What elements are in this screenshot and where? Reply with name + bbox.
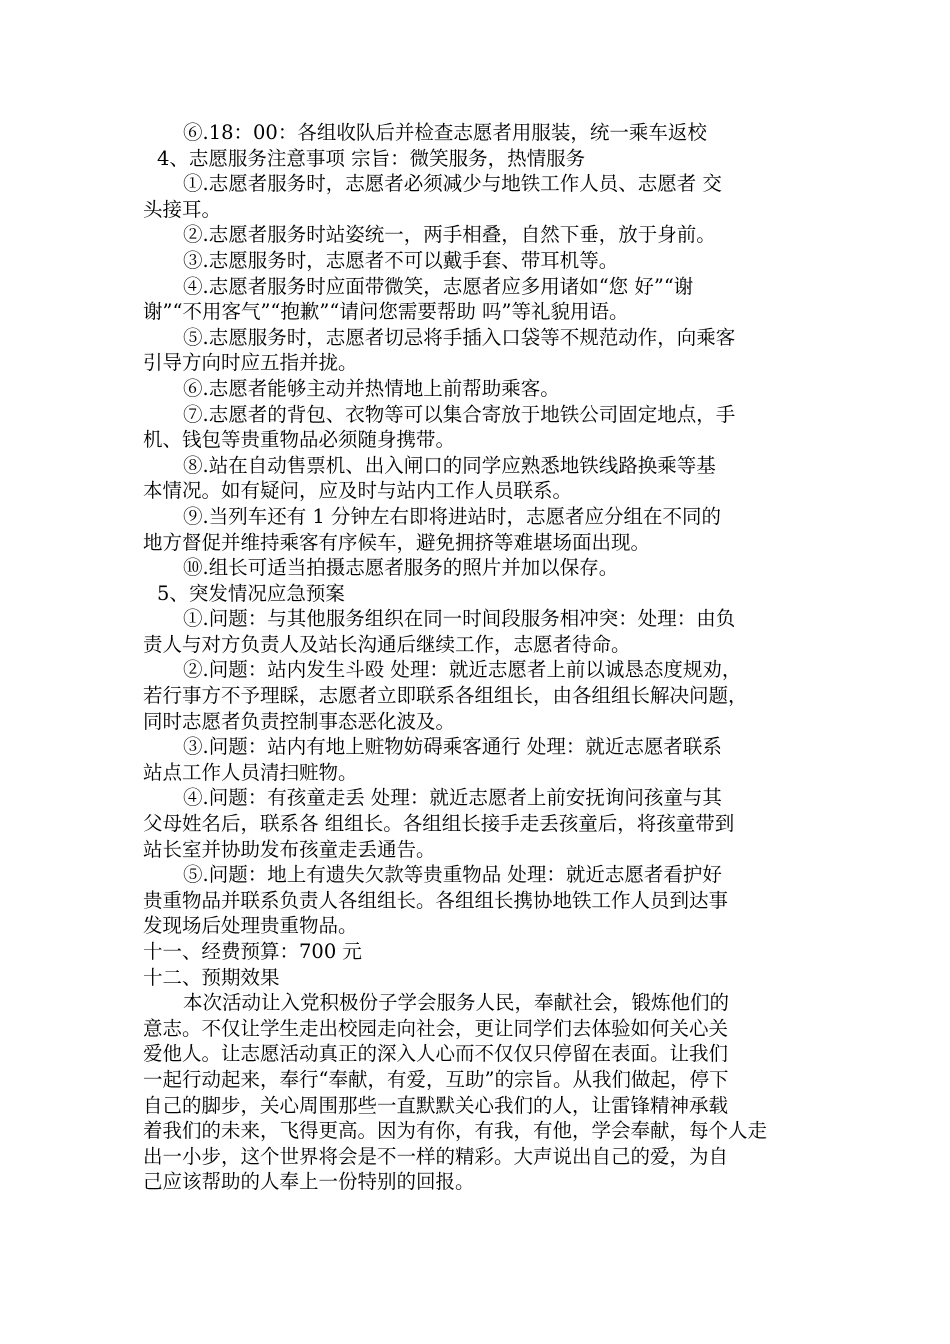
text-line: 一起行动起来，奉行“奉献，有爱，互助”的宗旨。从我们做起，停下 [143,1067,729,1091]
text-line: 着我们的未来，飞得更高。因为有你，有我，有他，学会奉献，每个人走 [143,1119,768,1143]
text-line: 本次活动让入党积极份子学会服务人民，奉献社会，锻炼他们的 [183,991,730,1015]
text-line: ⑦.志愿者的背包、衣物等可以集合寄放于地铁公司固定地点，手 [183,402,736,426]
text-line: ①.问题：与其他服务组织在同一时间段服务相冲突：处理：由负 [183,607,736,631]
text-line: 机、钱包等贵重物品必须随身携带。 [143,428,456,452]
text-line: 意志。不仅让学生走出校园走向社会，更让同学们去体验如何关心关 [143,1016,729,1040]
document-body [143,120,825,1195]
text-line: 引导方向时应五指并拢。 [143,351,358,375]
text-line: 头接耳。 [143,197,222,221]
text-line: ③.问题：站内有地上赃物妨碍乘客通行 处理：就近志愿者联系 [183,735,722,759]
text-line: 父母姓名后，联系各 组组长。各组组长接手走丢孩童后，将孩童带到 [143,812,735,836]
text-line: ①.志愿者服务时，志愿者必须减少与地铁工作人员、志愿者 交 [183,172,722,196]
text-line: 同时志愿者负责控制事态恶化波及。 [143,709,456,733]
text-line: 若行事方不予理睬，志愿者立即联系各组组长，由各组组长解决问题， [143,684,748,708]
text-line: 4、志愿服务注意事项 宗旨：微笑服务，热情服务 [157,146,586,170]
text-line: ⑩.组长可适当拍摄志愿者服务的照片并加以保存。 [183,556,619,580]
text-line: 发现场后处理贵重物品。 [143,914,358,938]
text-line: 十二、预期效果 [143,965,280,989]
text-line: 本情况。如有疑问，应及时与站内工作人员联系。 [143,479,573,503]
text-line: 十一、经费预算：700 元 [143,940,362,963]
text-line: ②.问题：站内发生斗殴 处理：就近志愿者上前以诚恳态度规劝， [183,658,742,682]
text-line: ③.志愿服务时，志愿者不可以戴手套、带耳机等。 [183,248,619,272]
text-line: ②.志愿者服务时站姿统一，两手相叠，自然下垂，放于身前。 [183,223,716,247]
text-line: 谢”“不用客气”“抱歉”“请问您需要帮助 吗”等礼貌用语。 [143,300,629,324]
text-line: 站长室并协助发布孩童走丢通告。 [143,837,436,861]
text-line: 站点工作人员清扫赃物。 [143,760,358,784]
text-line: 爱他人。让志愿活动真正的深入人心而不仅仅只停留在表面。让我们 [143,1042,729,1066]
text-line: 5、突发情况应急预案 [157,581,345,605]
text-line: 贵重物品并联系负责人各组组长。各组组长携协地铁工作人员到达事 [143,888,729,912]
text-line: ④.问题：有孩童走丢 处理：就近志愿者上前安抚询问孩童与其 [183,786,722,810]
text-line: 地方督促并维持乘客有序候车，避免拥挤等难堪场面出现。 [143,530,651,554]
text-line: 出一小步，这个世界将会是不一样的精彩。大声说出自己的爱，为自 [143,1144,729,1168]
text-line: 己应该帮助的人奉上一份特别的回报。 [143,1170,475,1194]
text-line: 自己的脚步，关心周围那些一直默默关心我们的人，让雷锋精神承载 [143,1093,729,1117]
text-line: ⑨.当列车还有 1 分钟左右即将进站时，志愿者应分组在不同的 [183,504,722,528]
text-line: ④.志愿者服务时应面带微笑，志愿者应多用诸如“您 好”“谢 [183,274,694,298]
text-line: ⑤.问题：地上有遗失欠款等贵重物品 处理：就近志愿者看护好 [183,863,722,887]
text-line: ⑥.志愿者能够主动并热情地上前帮助乘客。 [183,376,560,400]
text-line: ⑥.18：00：各组收队后并检查志愿者用服装，统一乘车返校 [183,121,707,144]
text-line: ⑤.志愿服务时，志愿者切忌将手插入口袋等不规范动作，向乘客 [183,325,736,349]
text-line: 责人与对方负责人及站长沟通后继续工作，志愿者待命。 [143,632,631,656]
text-line: ⑧.站在自动售票机、出入闸口的同学应熟悉地铁线路换乘等基 [183,453,716,477]
